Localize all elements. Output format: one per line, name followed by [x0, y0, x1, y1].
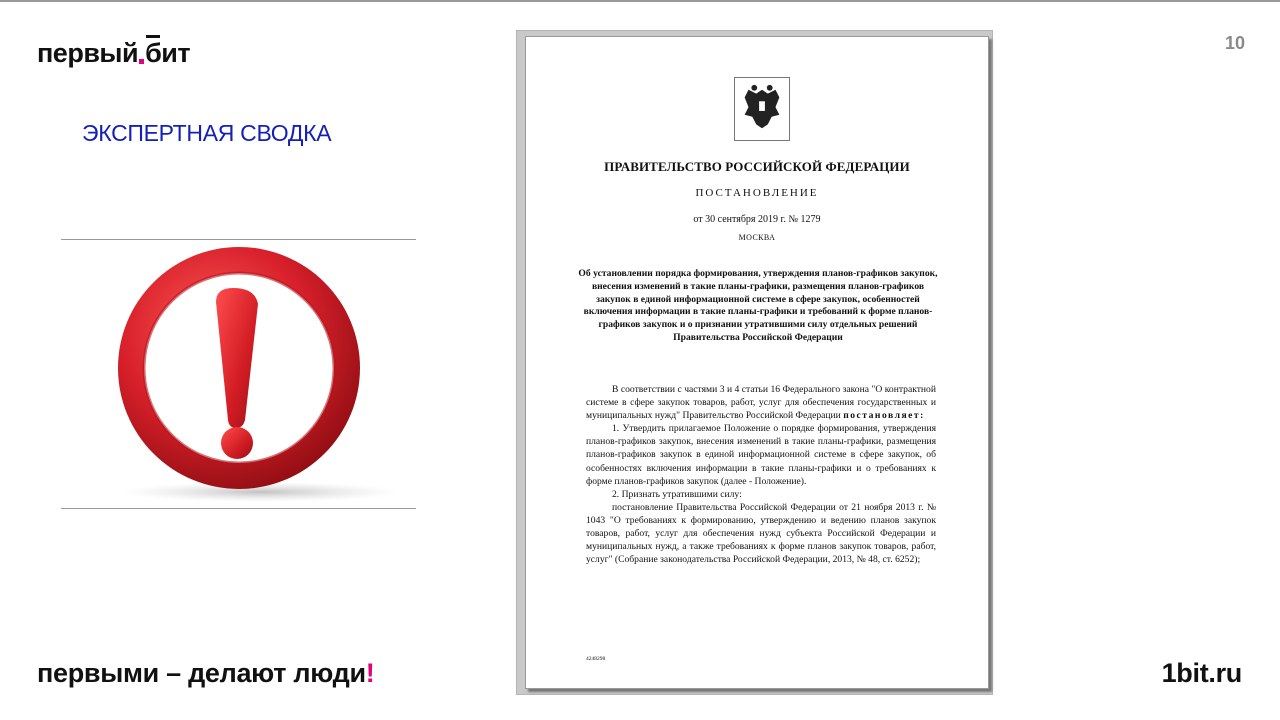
footer-slogan — [37, 658, 375, 689]
logo-part1: первый — [37, 38, 139, 68]
document-government: ПРАВИТЕЛЬСТВО РОССИЙСКОЙ ФЕДЕРАЦИИ — [604, 159, 910, 174]
decree-word: постановляет: — [843, 410, 925, 422]
slogan-text: первыми – делают люди — [37, 658, 366, 688]
document-item-2-text: постановление Правительства Российской Федерации от 21 ноября 2013 г. № 1043 "О требованиях к формированию, утверждению и ведению планов закупок товаров, работ, услуг для обеспечения нужд субъекта Российской Федерации и муниципальных нужд, а также требованиях к форме планов закупок товаров, работ, услуг" (Собрание законодательства Российской Федерации, 2013, № 48, ст. 6252); — [586, 501, 936, 566]
slide-title: ЭКСПЕРТНАЯ СВОДКА — [82, 120, 332, 146]
logo-part2: бит — [145, 38, 191, 68]
website-link[interactable]: 1bit.ru — [1161, 658, 1242, 688]
document-page — [525, 36, 989, 689]
document-item-2: 2. Признать утратившими силу: — [612, 488, 742, 500]
document-subject: Об установлении порядка формирования, утверждения планов-графиков закупок, внесения изменений в такие планы-графики, размещения планов-графиков закупок в единой информационной системе в сфере закупок, особенностей включения информации в такие планы-графики и требований к форме планов-графиков закупок и о признании утратившими силу отдельных решений Правительства Российской Федерации — [578, 268, 938, 343]
document-city: МОСКВА — [738, 233, 776, 242]
logo-dot — [139, 59, 144, 64]
document-intro: В соответствии с частями 3 и 4 статьи 16 Федерального закона "О контрактной системе в сфере закупок товаров, работ, услуг для обеспечения государственных и муниципальных нужд" Правительство Российской Федерации постановляет: — [586, 384, 936, 422]
document-footer-code: 4248298 — [586, 656, 606, 662]
document-type: ПОСТАНОВЛЕНИЕ — [695, 187, 819, 199]
top-divider — [0, 0, 1280, 2]
slogan-mark: ! — [365, 658, 375, 688]
document-scan — [516, 30, 993, 695]
exclamation-dot — [221, 427, 253, 459]
brand-logo — [37, 38, 190, 68]
warning-illustration — [61, 239, 416, 509]
warning-icon — [61, 240, 416, 508]
coat-of-arms-icon — [734, 77, 790, 141]
document-item-1: 1. Утвердить прилагаемое Положение о порядке формирования, утверждения планов-графиков закупок, внесения изменений в такие планы-графики, размещения планов-графиков закупок в единой информационной системе в сфере закупок, об особенностях включения информации в такие планы-графики и о требованиях к форме планов-графиков закупок (далее - Положение). — [586, 423, 936, 487]
document-date: от 30 сентября 2019 г. № 1279 — [693, 214, 821, 225]
page-number: 10 — [1224, 33, 1246, 53]
document-body — [586, 383, 936, 566]
